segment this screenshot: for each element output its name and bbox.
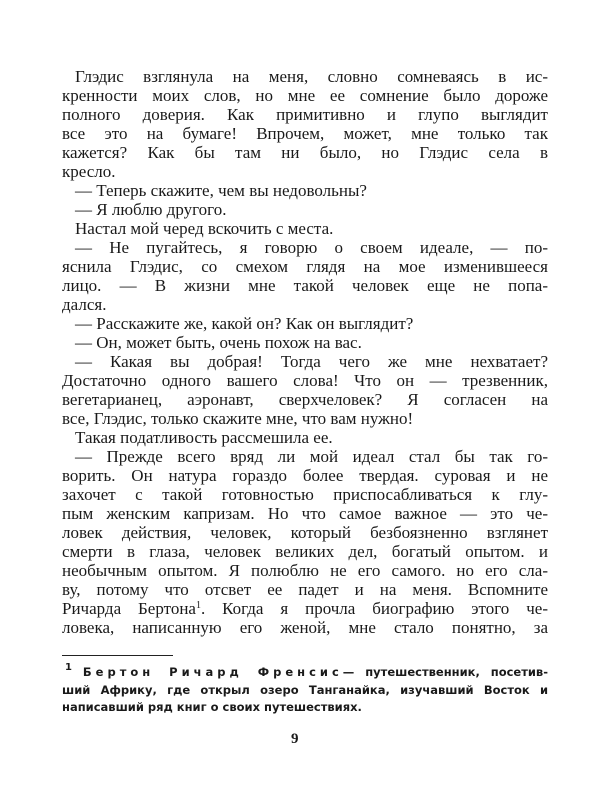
text-segment: Ричарда Бертона	[62, 599, 196, 618]
footnote-marker: 1	[65, 662, 72, 673]
text-line: — Не пугайтесь, я говорю о своем идеале, — по-	[75, 238, 548, 257]
text-line: — Прежде всего вряд ли мой идеал стал бы так го-	[75, 447, 548, 466]
text-line: — Какая вы добрая! Тогда чего же мне нехватает?	[75, 352, 548, 371]
text-line: ловек действия, человек, который безбоязненно взглянет	[62, 523, 548, 542]
footnote	[62, 664, 548, 717]
text-line: Глэдис взглянула на меня, словно сомневаясь в ис-	[75, 67, 548, 86]
footnote-text: — путешественник, посетив-	[342, 665, 548, 679]
text-line: — Я люблю другого.	[75, 200, 227, 219]
page-number: 9	[291, 731, 299, 747]
body-text	[62, 67, 548, 637]
text-line: ворить. Он натура гораздо более твердая. суровая и не	[62, 466, 548, 485]
footnote-line: ший Африку, где открыл озеро Танганайка, изучавший Восток и	[62, 682, 548, 697]
footnote-reference[interactable]: 1	[195, 600, 201, 611]
text-line: дался.	[62, 295, 107, 314]
footnote-name: Бертон Ричард Френсис	[82, 665, 343, 679]
text-line: необычным опытом. Я полюблю не его самого. но его сла-	[62, 561, 548, 580]
text-line	[62, 599, 548, 618]
footnote-line: написавший ряд книг о своих путешествиях.	[62, 700, 362, 714]
text-line: все это на бумаге! Впрочем, может, мне только так	[62, 124, 548, 143]
text-line: — Он, может быть, очень похож на вас.	[75, 333, 362, 352]
text-line: — Теперь скажите, чем вы недовольны?	[75, 181, 367, 200]
text-line: вегетарианец, аэронавт, сверхчеловек? Я согласен на	[62, 390, 548, 409]
text-line: Настал мой черед вскочить с места.	[75, 219, 334, 238]
text-line: кренности моих слов, но мне ее сомнение было дороже	[62, 86, 548, 105]
text-line: лицо. — В жизни мне такой человек еще не попа-	[62, 276, 548, 295]
text-line: полного доверия. Как примитивно и глупо выглядит	[62, 105, 548, 124]
text-line: кресло.	[62, 162, 116, 181]
text-line: — Расскажите же, какой он? Как он выглядит?	[75, 314, 414, 333]
text-line: Достаточно одного вашего слова! Что он — трезвенник,	[62, 371, 548, 390]
footnote-divider	[62, 655, 173, 656]
text-line: Такая податливость рассмешила ее.	[75, 428, 333, 447]
text-line: захочет с такой готовностью приспосабливаться к глу-	[62, 485, 548, 504]
text-line: ву, потому что отсвет ее падет и на меня. Вспомните	[62, 580, 548, 599]
text-line: кажется? Как бы там ни было, но Глэдис села в	[62, 143, 548, 162]
text-segment: . Когда я прочла биографию этого че-	[200, 599, 548, 618]
text-line: смерти в глаза, человек великих дел, богатый опытом. и	[62, 542, 548, 561]
footnote-line	[62, 664, 548, 682]
text-line: ловека, написанную его женой, мне стало понятно, за	[62, 618, 548, 637]
text-line: все, Глэдис, только скажите мне, что вам нужно!	[62, 409, 414, 428]
text-line: яснила Глэдис, со смехом глядя на мое изменившееся	[62, 257, 548, 276]
text-line: пым женским капризам. Но что самое важное — это че-	[62, 504, 548, 523]
